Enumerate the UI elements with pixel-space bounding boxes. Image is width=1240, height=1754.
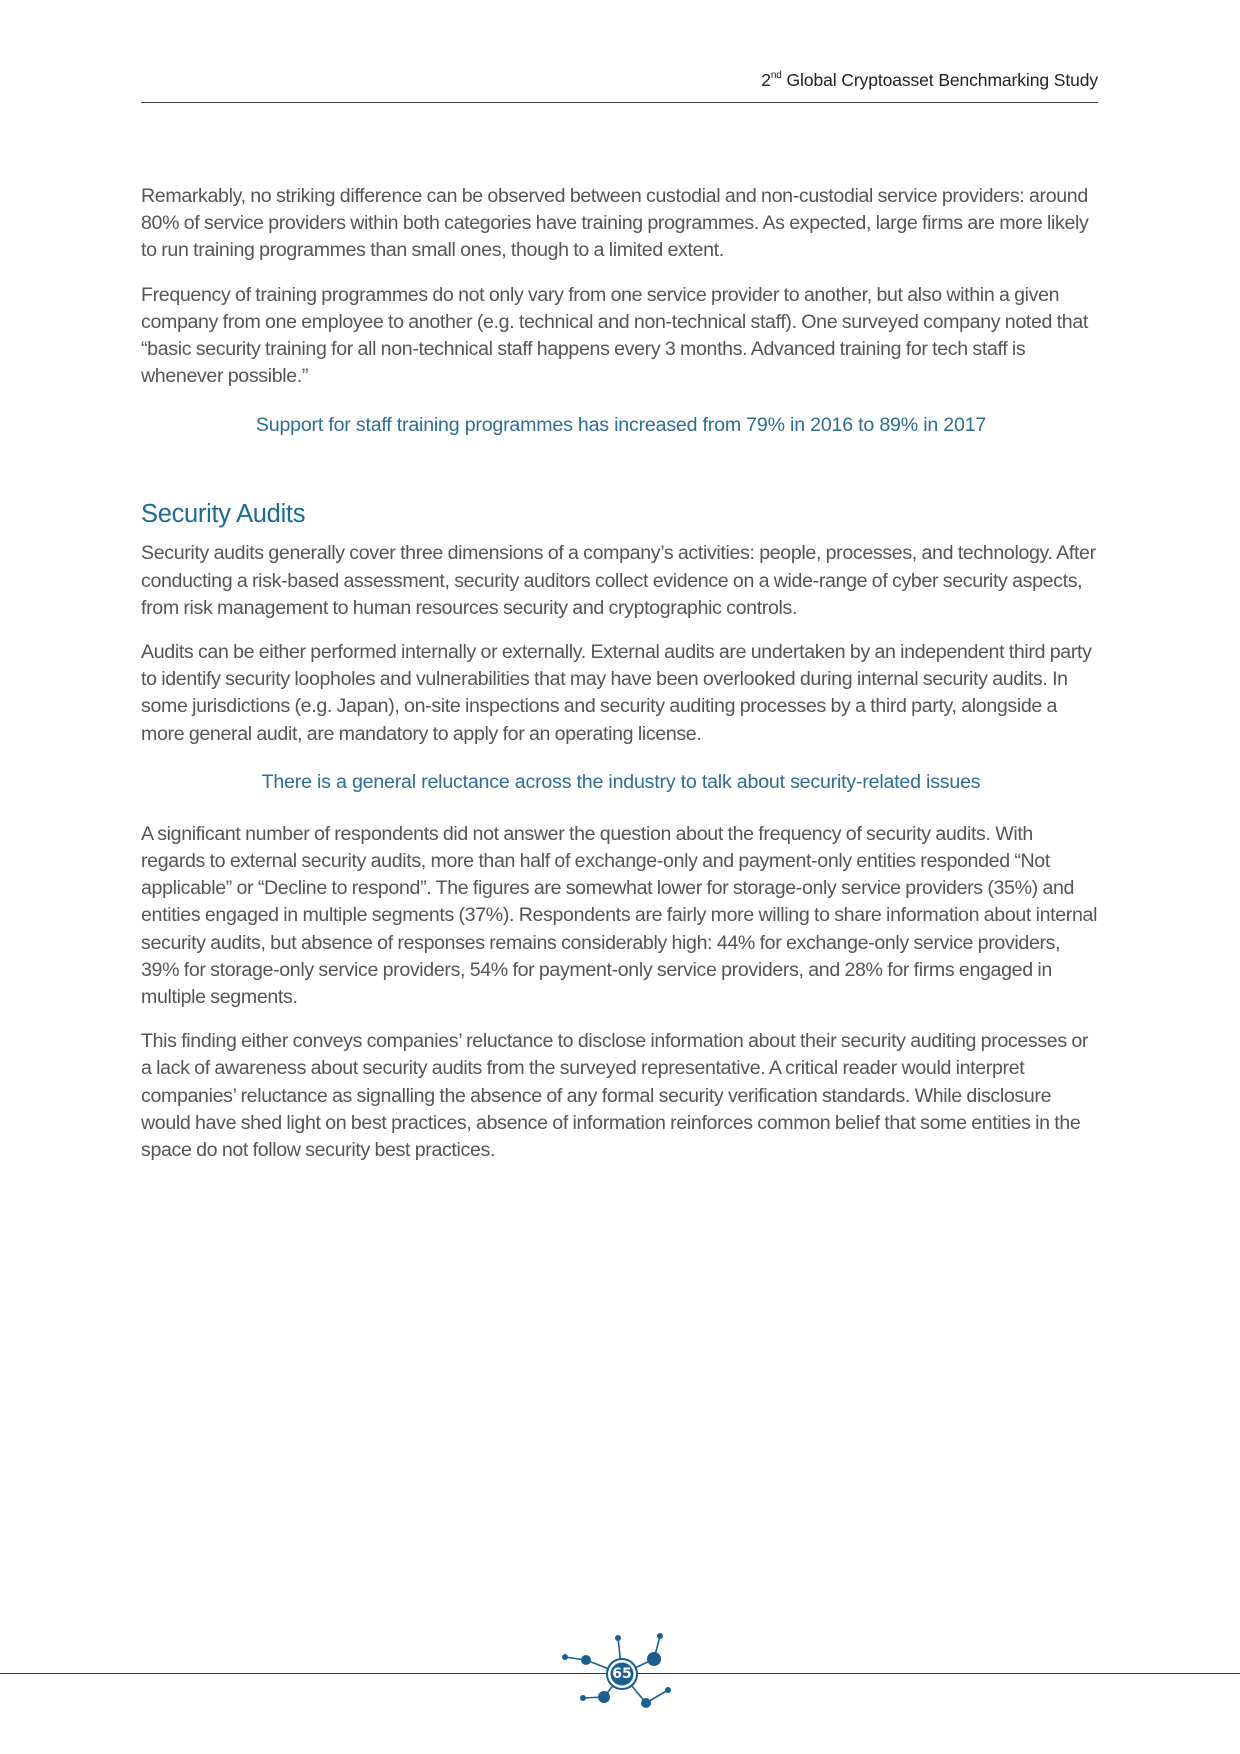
paragraph-audit-responses: A significant number of respondents did not answer the question about the frequency of security audits. With regards to external security audits, more than half of exchange-only and payment-only entities responded “Not applicable” or “Decline to respond”. The figures are somewhat lower for storage-only service providers (35%) and entities engaged in multiple segments (37%). Respondents are fairly more willing to share information about internal security audits, but absence of responses remains considerably high: 44% for exchange-only service providers, 39% for storage-only service providers, 54% for payment-only service providers, and 28% for firms engaged in multiple segments. [141,822,1098,1009]
title-ordinal-suffix: nd [770,70,782,82]
paragraph-training-comparison: Remarkably, no striking difference can be observed between custodial and non-custodial service providers: around 80% of service providers within both categories have training programmes. As expected, large firms are more likely to run training programmes than small ones, though to a limited extent. [141,185,1089,262]
document-title [761,70,1098,91]
callout-industry-reluctance: There is a general reluctance across the industry to talk about security-related issues [261,770,981,793]
paragraph-training-frequency: Frequency of training programmes do not only vary from one service provider to another, but also within a given company from one employee to another (e.g. technical and non-technical staff). One surveyed company noted that “basic security training for all non-technical staff happens every 3 months. Advanced training for tech staff is whenever possible.” [141,283,1088,388]
section-heading-security-audits: Security Audits [141,500,306,529]
title-text: Global Cryptoasset Benchmarking Study [781,70,1098,90]
callout-training-support: Support for staff training programmes has increased from 79% in 2016 to 89% in 2017 [255,414,987,437]
title-ordinal: 2 [761,70,771,90]
page-number: 65 [612,1666,632,1682]
page-header [141,66,1098,103]
page-content [141,183,1101,1181]
paragraph-audit-finding: This finding either conveys companies’ reluctance to disclose information about their security auditing processes or a lack of awareness about security audits from the surveyed representative. A critical reader would interpret companies’ reluctance as signalling the absence of any formal security verification standards. While disclosure would have shed light on best practices, absence of information reinforces common belief that some entities in the space do not follow security best practices. [141,1030,1089,1162]
paragraph-audit-types: Audits can be either performed internally or externally. External audits are undertaken by an independent third party to identify security loopholes and vulnerabilities that may have been overlooked during internal security audits. In some jurisdictions (e.g. Japan), on-site inspections and security auditing processes by a third party, alongside a more general audit, are mandatory to apply for an operating license. [141,641,1092,745]
paragraph-audit-dimensions: Security audits generally cover three dimensions of a company’s activities: people, processes, and technology. After conducting a risk-based assessment, security auditors collect evidence on a wide-range of cyber security aspects, from risk management to human resources security and cryptographic controls. [141,542,1096,619]
